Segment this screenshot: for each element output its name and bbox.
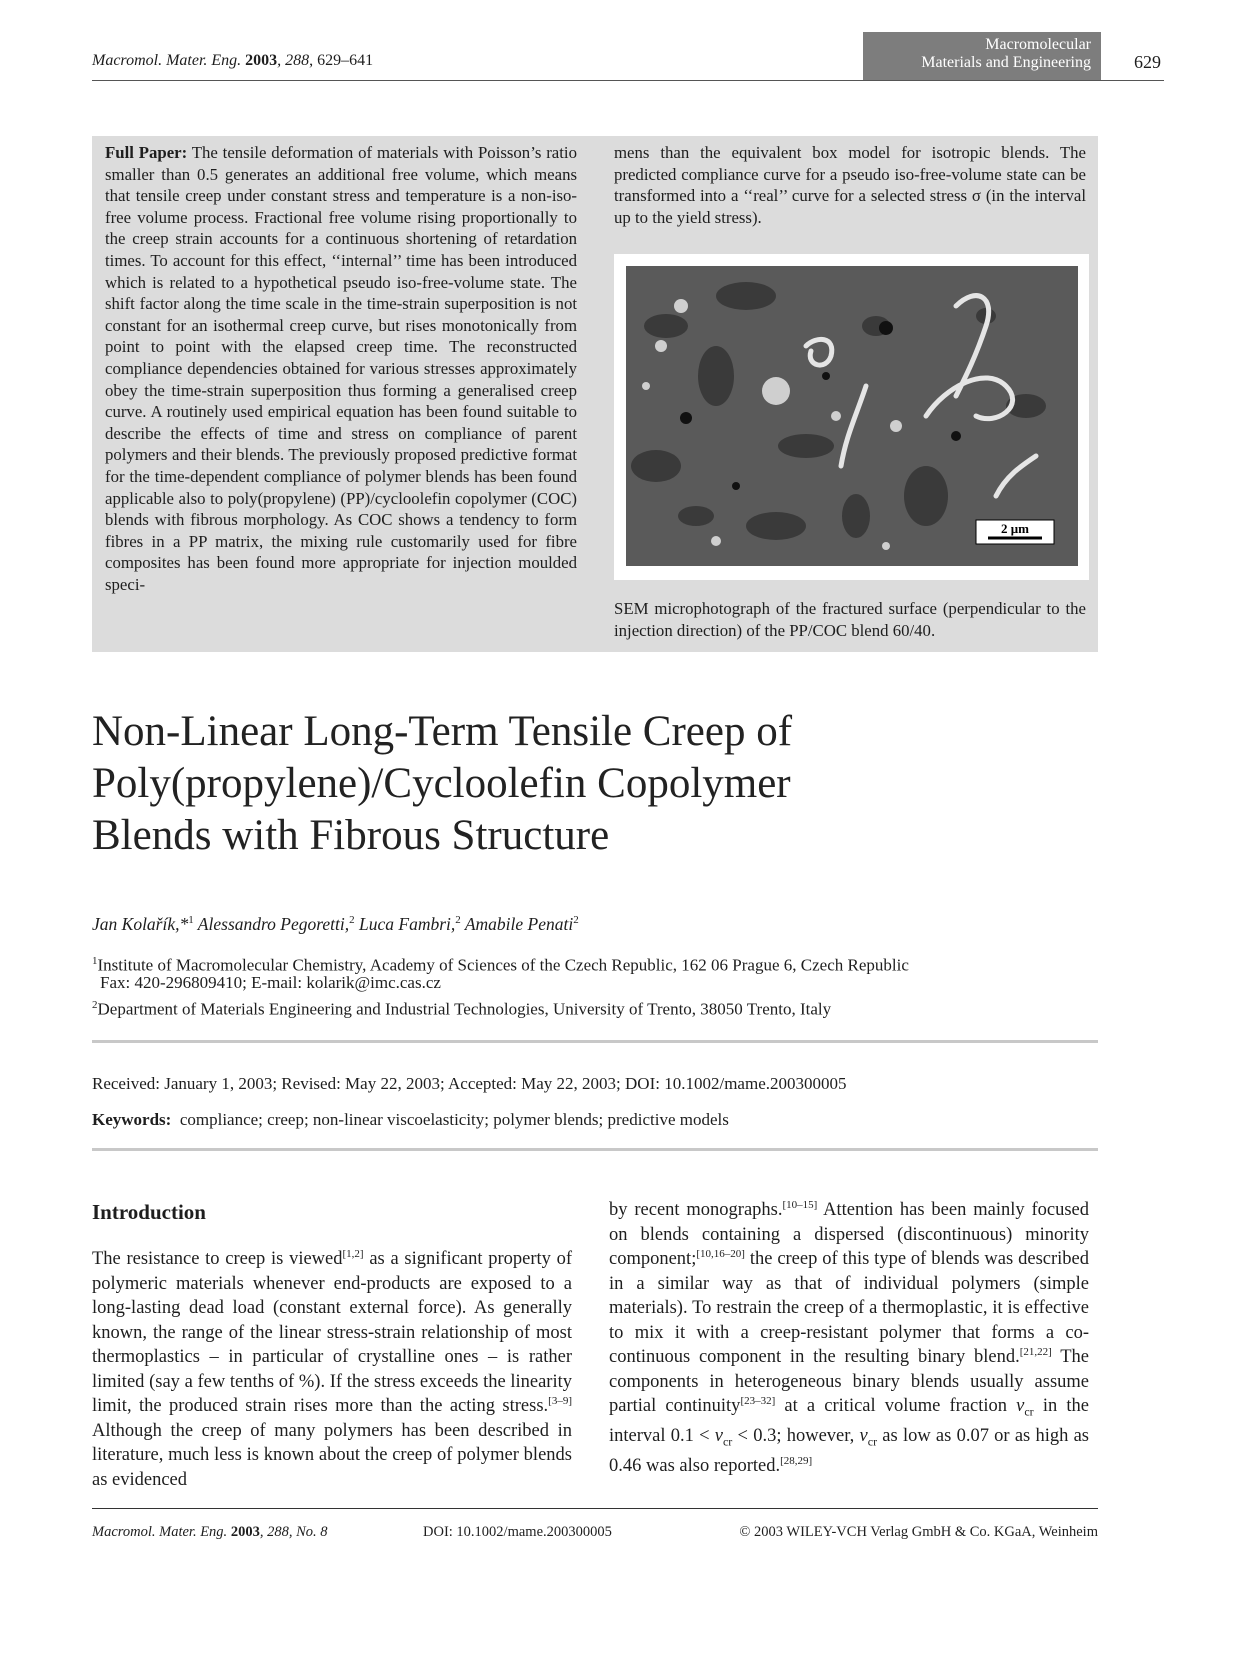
scale-bar-label: 2 μm [1001,521,1029,536]
keywords [92,1110,729,1130]
affiliation-1: $^1$Institute of Macromolecular Chemistry, Academy of Sciences of the Czech Republic, 162 06 Prague 6, Czech Republic [92,955,909,975]
journal-logo [863,32,1101,80]
separator-bottom [92,1148,1098,1151]
affiliation-1-contact: Fax: 420-296809410; E-mail: kolarik@imc.cas.cz [100,973,441,992]
intro-left-column: The resistance to creep is viewed[1,2] as a significant property of polymeric materials whenever end-products are exposed to a long-lasting dead load (constant external force). As generally known, the range of the linear stress-strain relationship of most thermoplastics – in particular of crystalline ones – is rather limited (say a few tenths of %). If the stress exceeds the linearity limit, the produced strain rises more than the acting stress.[3–9] Although the creep of many polymers has been described in literature, much less is known about the creep of polymer blends as evidenced [92,1247,573,1490]
logo-line-2: Materials and Engineering [921,54,1091,71]
received-dates: Received: January 1, 2003; Revised: May 22, 2003; Accepted: May 22, 2003; DOI: 10.1002/mame.200300005 [92,1074,847,1093]
journal-pages: , 629–641 [309,52,374,69]
section-heading-introduction: Introduction [92,1200,206,1224]
journal-abbrev: Macromol. Mater. Eng. [92,52,242,69]
title-line-1: Non-Linear Long-Term Tensile Creep of [92,708,793,755]
affiliation-2: $^2$Department of Materials Engineering and Industrial Technologies, University of Trento, 38050 Trento, Italy [92,999,832,1019]
footer-copyright: © 2003 WILEY-VCH Verlag GmbH & Co. KGaA, Weinheim [739,1524,1098,1540]
abstract-right-column: mens than the equivalent box model for isotropic blends. The predicted compliance curve for a pseudo iso-free-volume state can be transformed into a ‘‘real’’ curve for a selected stress σ (in the interval up to the yield stress). [614,143,1086,227]
running-head: Macromol. Mater. Eng. 2003, 288, 629–641 [92,52,374,69]
page-number: 629 [1134,52,1161,72]
sem-micrograph [626,266,1078,566]
header-rule [92,80,1164,81]
author-1: Jan Kolařík,* [92,914,189,934]
author-4: Amabile Penati [460,914,574,934]
author-list: Jan Kolařík,*$^1$ Alessandro Pegoretti,$^2$ Luca Fambri,$^2$ Amabile Penati$^2$ [92,914,579,934]
footer-doi: DOI: 10.1002/mame.200300005 [423,1524,612,1540]
journal-volume: 288 [285,52,310,69]
intro-right-column: by recent monographs.[10–15] Attention has been mainly focused on blends containing a dispersed (discontinuous) minority component;[10,16–20] the creep of this type of blends was described in a similar way as that of individual polymers (simple materials). To restrain the creep of a thermoplastic, it is effective to mix it with a creep-resistant polymer that forms a co-continuous component in the resulting binary blend.[21,22] The components in heterogeneous binary blends usually assume partial continuity[23–32] at a critical volume fraction $v_{cr}$ in the interval $0.1 < v_{cr} < 0.3$; however, $v_{cr}$ as low as 0.07 or as high as 0.46 was also reported.[28,29] [609,1198,1090,1477]
separator-top [92,1040,1098,1043]
footer-rule [92,1508,1098,1509]
abstract-label: Full Paper: [105,143,188,162]
footer-citation: Macromol. Mater. Eng. 2003, 288, No. 8 [92,1524,328,1540]
keywords-text: compliance; creep; non-linear viscoelasticity; polymer blends; predictive models [179,1110,729,1129]
journal-year: 2003 [245,52,278,69]
abstract-left-column [105,142,577,595]
title-line-3: Blends with Fibrous Structure [92,812,610,859]
article-title [92,706,1092,862]
keywords-label: Keywords: [92,1110,172,1129]
author-2: Alessandro Pegoretti, [193,914,350,934]
figure-caption: SEM microphotograph of the fractured surface (perpendicular to the injection direction) of the PP/COC blend 60/40. [614,599,1086,640]
logo-line-1: Macromolecular [985,36,1091,53]
abstract-text-left: The tensile deformation of materials with Poisson’s ratio smaller than 0.5 generates an additional free volume, which means that tensile creep under constant stress and temperature is a non-iso-free volume process. Fractional free volume rising proportionally to the creep strain accounts for a continuous shortening of retardation times. To account for this effect, ‘‘internal’’ time has been introduced which is related to a hypothetical pseudo iso-free-volume state. The shift factor along the time scale in the time-strain superposition is not constant for an isothermal creep curve, but rises monotonically from point to point with the elapsed creep time. The reconstructed compliance dependencies obtained for various stresses approximately obey the time-strain superposition thus forming a generalised creep curve. A routinely used empirical equation has been found suitable to describe the effects of time and stress on compliance of parent polymers and their blends. The previously proposed predictive format for the time-dependent compliance of polymer blends has been found applicable also to poly(propylene) (PP)/cycloolefin copolymer (COC) blends with fibrous morphology. As COC shows a tendency to form fibres in a PP matrix, the mixing rule customarily used for fibre composites has been found more appropriate for injection moulded speci- [105,143,577,594]
author-3: Luca Fambri, [354,914,456,934]
title-line-2: Poly(propylene)/Cycloolefin Copolymer [92,760,791,807]
